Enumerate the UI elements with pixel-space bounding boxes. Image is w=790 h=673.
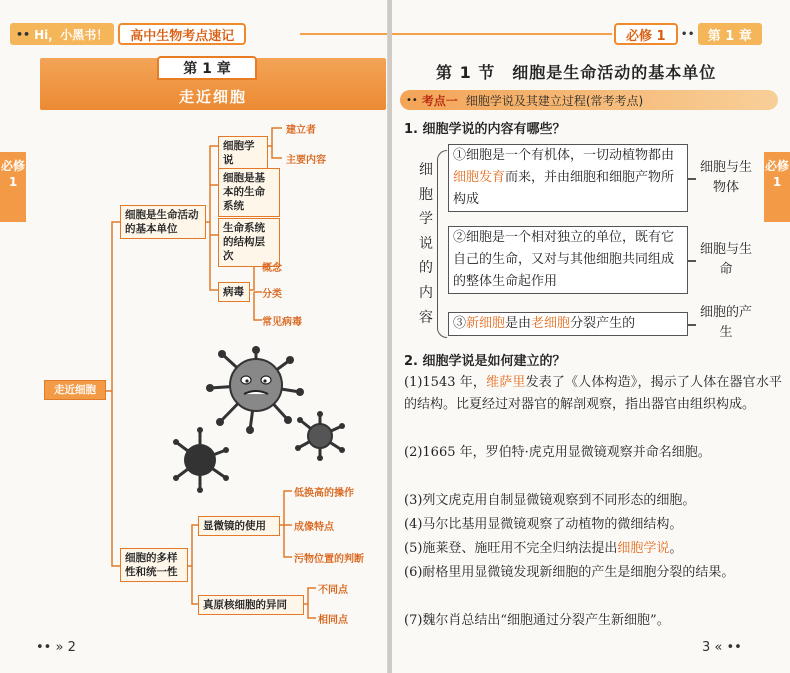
mindmap-leaf: 污物位置的判断 — [294, 554, 364, 565]
mindmap-node-microscope: 显微镜的使用 — [198, 516, 280, 536]
content-box-3: ③新细胞是由老细胞分裂产生的 — [448, 312, 688, 336]
question-1: 1. 细胞学说的内容有哪些？ — [404, 122, 566, 137]
bracket — [437, 150, 447, 338]
face-icon: •• — [680, 27, 695, 41]
mindmap-leaf: 常见病毒 — [262, 317, 302, 328]
section-title: 第 1 节 细胞是生命活动的基本单位 — [436, 63, 717, 82]
face-icon: •• — [16, 27, 31, 41]
keypoint-text: 细胞学说及其建立过程(常考考点) — [465, 93, 644, 108]
connector-line — [688, 178, 696, 180]
virus-illustration — [170, 330, 370, 510]
book-title: 高中生物考点速记 — [118, 23, 246, 45]
mindmap-leaf: 成像特点 — [294, 522, 334, 533]
left-page — [0, 0, 388, 673]
page-number-right: 3 « •• — [702, 640, 742, 655]
face-icon: •• » — [36, 640, 64, 655]
history-para-4: (4)马尔比基用显微镜观察了动植物的微细结构。 — [404, 517, 683, 532]
history-para-6: (6)耐格里用显微镜发现新细胞的产生是细胞分裂的结果。 — [404, 565, 735, 580]
side-tab-right: 必修 1 — [764, 152, 790, 222]
mindmap-node-virus: 病毒 — [218, 282, 250, 302]
keypoint-bar — [400, 90, 778, 110]
face-icon: « •• — [714, 640, 742, 655]
chapter-number: 第 1 章 — [157, 56, 257, 80]
content-note-3: 细胞的产生 — [699, 305, 752, 340]
mindmap-leaf: 概念 — [262, 263, 282, 274]
mindmap-leaf: 低换高的操作 — [294, 488, 354, 499]
content-note-1: 细胞与生物体 — [699, 160, 752, 195]
keypoint-label: 考点一 — [421, 93, 458, 108]
mindmap-branch-2: 细胞的多样性和统一性 — [120, 548, 188, 582]
required-volume-label: 必修 1 — [614, 23, 678, 45]
connector-line — [688, 260, 696, 262]
mindmap-leaf: 不同点 — [318, 585, 348, 596]
mindmap-leaf: 建立者 — [286, 125, 316, 136]
vertical-label: 细 胞 学 说 的 内 容 — [419, 162, 433, 326]
page-number-left: •• » 2 — [36, 640, 76, 655]
content-note-2: 细胞与生命 — [699, 242, 752, 277]
mindmap-node-basic-life-system: 细胞是基本的生命系统 — [218, 168, 280, 217]
mindmap-leaf: 分类 — [262, 289, 282, 300]
face-icon: •• — [406, 94, 418, 106]
chapter-title: 走近细胞 — [178, 88, 247, 106]
mindmap-leaf: 主要内容 — [286, 155, 326, 166]
history-para-7: (7)魏尔肖总结出“细胞通过分裂产生新细胞”。 — [404, 613, 670, 628]
content-box-2: ②细胞是一个相对独立的单位，既有它自己的生命，又对与其他细胞共同组成的整体生命起作用 — [448, 226, 688, 294]
mindmap-branch-1: 细胞是生命活动的基本单位 — [120, 205, 206, 239]
side-tab-left: 必修 1 — [0, 152, 26, 222]
mindmap-leaf: 相同点 — [318, 615, 348, 626]
right-page — [392, 0, 790, 673]
history-para-2: (2)1665 年，罗伯特·虎克用显微镜观察并命名细胞。 — [404, 445, 711, 460]
connector-line — [688, 324, 696, 326]
mindmap-node-structure-levels: 生命系统的结构层次 — [218, 218, 280, 267]
history-para-5: (5)施莱登、施旺用不完全归纳法提出细胞学说。 — [404, 541, 683, 556]
content-box-1: ①细胞是一个有机体，一切动植物都由细胞发育而来，并由细胞和细胞产物所构成 — [448, 144, 688, 212]
history-para-3: (3)列文虎克用自制显微镜观察到不同形态的细胞。 — [404, 493, 696, 508]
chapter-label: 第 1 章 — [698, 23, 762, 45]
mindmap-node-pro-eukaryote: 真原核细胞的异同 — [198, 595, 304, 615]
brand-text: Hi，小黑书！ — [34, 27, 109, 42]
header-divider — [392, 33, 612, 35]
right-header — [614, 22, 762, 46]
mindmap-node-cell-theory: 细胞学说 — [218, 136, 268, 170]
question-2: 2. 细胞学说是如何建立的？ — [404, 354, 566, 369]
mindmap-root: 走近细胞 — [44, 380, 106, 400]
history-para-1: (1)1543 年，维萨里发表了《人体构造》，揭示了人体在器官水平的结构。比夏经过对器官的解剖观察，指出器官由组织构成。 — [404, 375, 782, 412]
